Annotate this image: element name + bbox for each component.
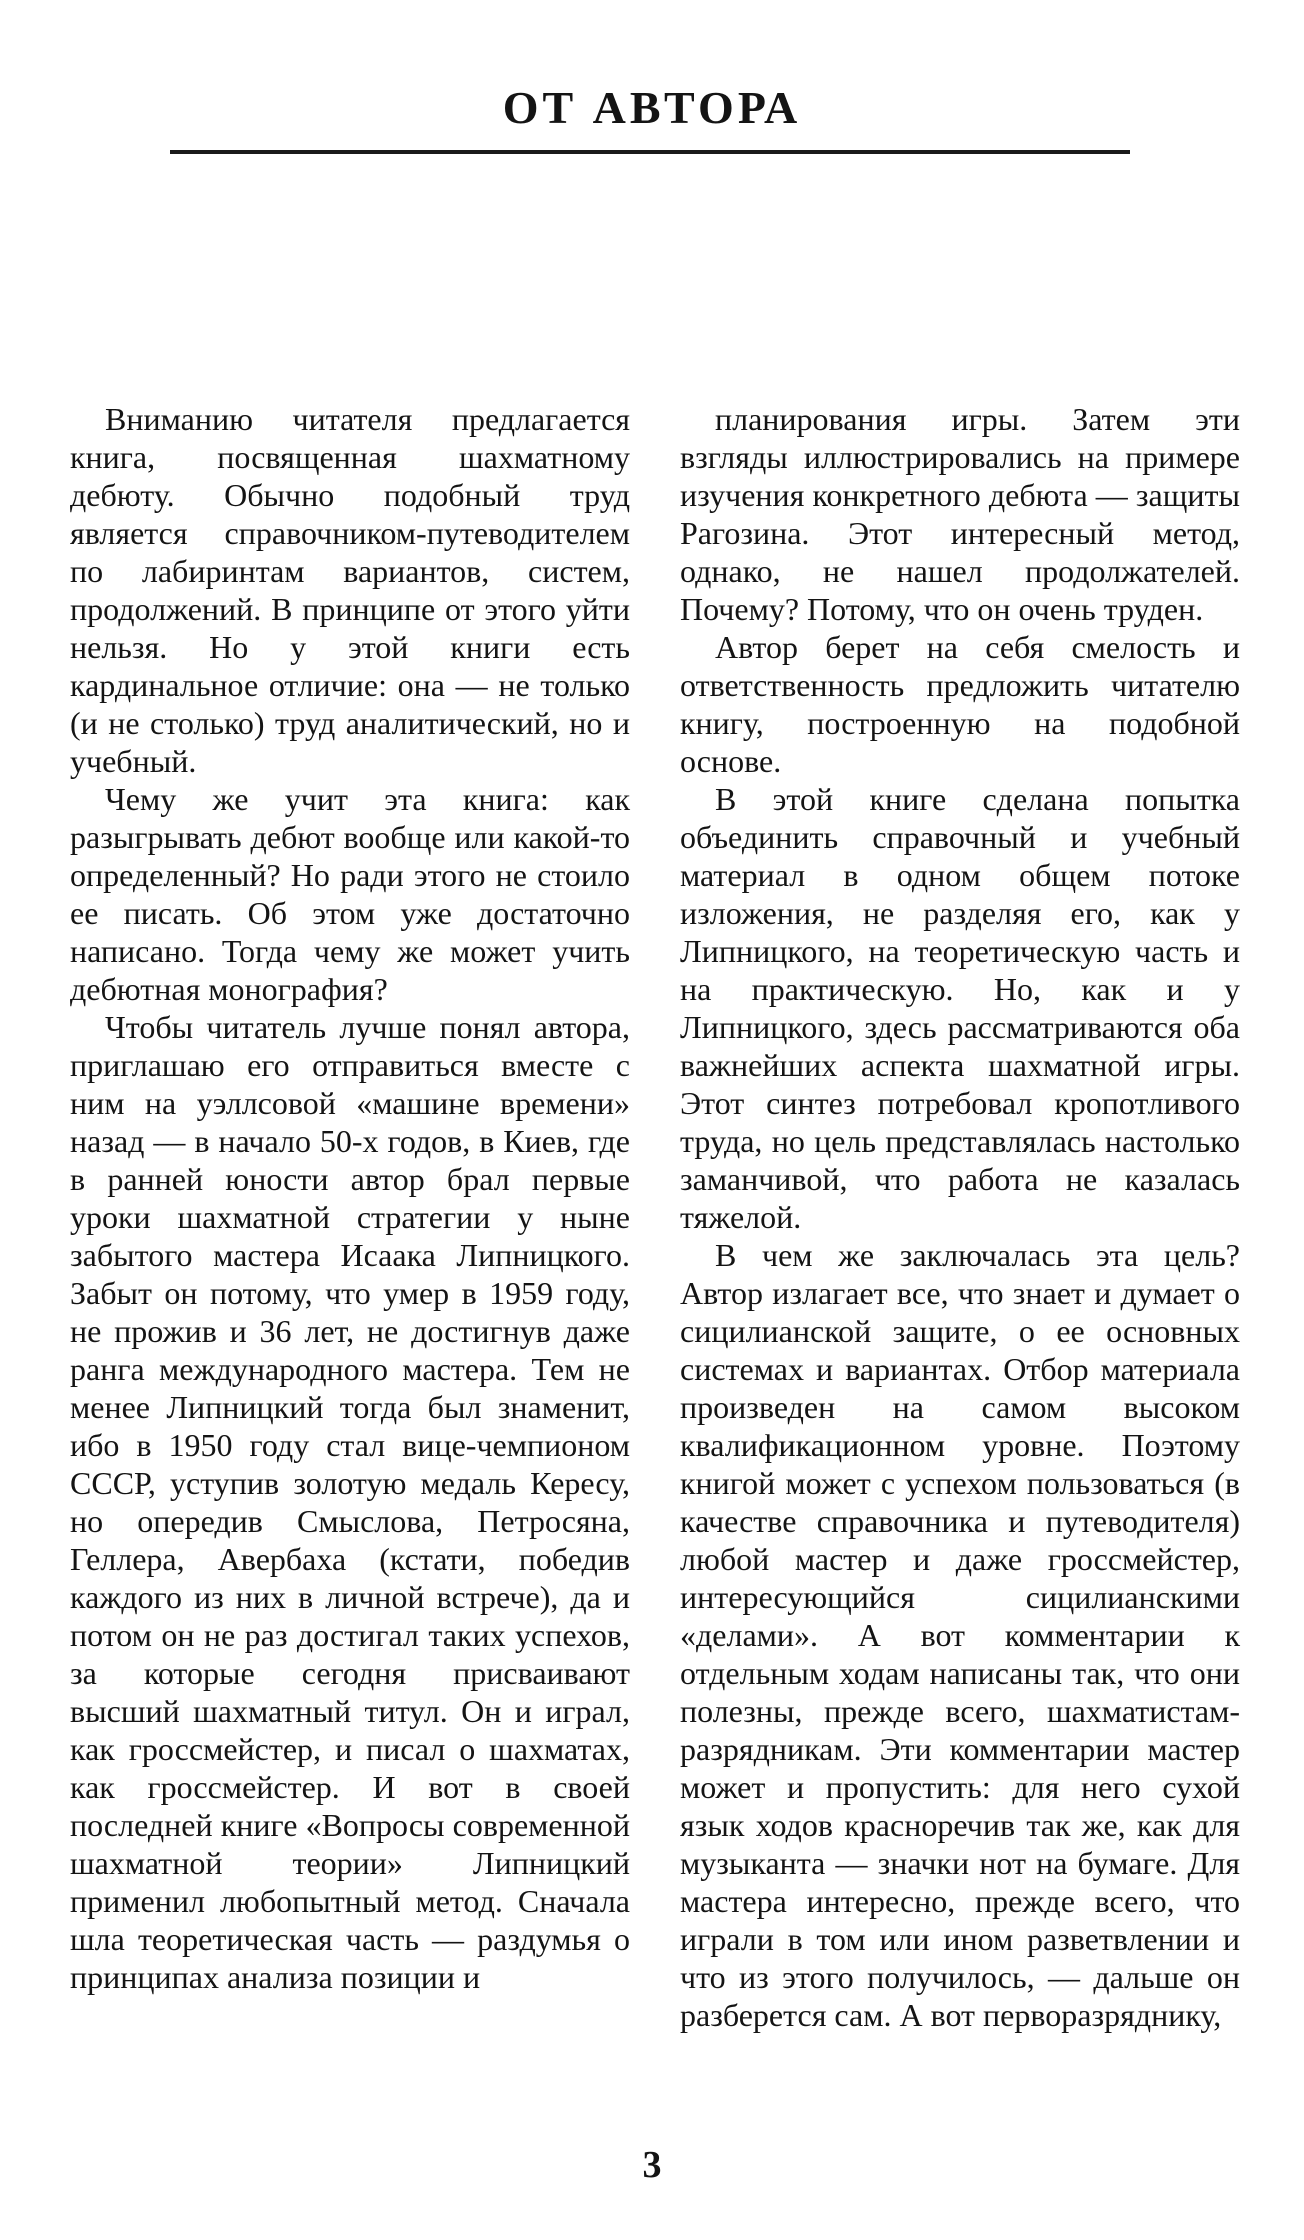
paragraph: Чтобы читатель лучше понял автора, приглашаю его отправиться вместе с ним на уэллсовой «машине времени» назад — в начало 50-х годов, в Киев, где в ранней юности автор брал первые уроки шахматной стратегии у ныне забытого мастера Исаака Липницкого. Забыт он потому, что умер в 1959 году, не прожив и 36 лет, не достигнув даже ранга международного мастера. Тем не менее Липницкий тогда был знаменит, ибо в 1950 году стал вице-чемпионом СССР, уступив золотую медаль Кересу, но опередив Смыслова, Петросяна, Геллера, Авербаха (кстати, победив каждого из них в личной встрече), да и потом он не раз достигал таких успехов, за которые сегодня присваивают высший шахматный титул. Он и играл, как гроссмейстер, и писал о шахматах, как гроссмейстер. И вот в своей последней книге «Вопросы современной шахматной теории» Липницкий применил любопытный метод. Сначала шла теоретическая часть — раздумья о принципах анализа позиции и <box>70 1009 630 1995</box>
right-column <box>680 400 1240 2034</box>
paragraph: В чем же заключалась эта цель? Автор излагает все, что знает и думает о сицилианской защите, о ее основных системах и вариантах. Отбор материала произведен на самом высоком квалификационном уровне. Поэтому книгой может с успехом пользоваться (в качестве справочника и путеводителя) любой мастер и даже гроссмейстер, интересующийся сицилианскими «делами». А вот комментарии к отдельным ходам написаны так, что они полезны, прежде всего, шахматистам-разрядникам. Эти комментарии мастер может и пропустить: для него сухой язык ходов красноречив так же, как для музыканта — значки нот на бумаге. Для мастера интересно, прежде всего, что играли в том или ином разветвлении и что из этого получилось, — дальше он разберется сам. А вот перворазряднику, <box>680 1237 1240 2033</box>
left-column <box>70 400 630 1996</box>
paragraph: планирования игры. Затем эти взгляды иллюстрировались на примере изучения конкретного дебюта — защиты Рагозина. Этот интересный метод, однако, не нашел продолжателей. Почему? Потому, что он очень труден. <box>680 401 1240 627</box>
paragraph: Вниманию читателя предлагается книга, посвященная шахматному дебюту. Обычно подобный труд является справочником-путеводителем по лабиринтам вариантов, систем, продолжений. В принципе от этого уйти нельзя. Но у этой книги есть кардинальное отличие: она — не только (и не столько) труд аналитический, но и учебный. <box>70 401 630 779</box>
page-title: ОТ АВТОРА <box>502 82 802 133</box>
title-rule <box>170 150 1130 154</box>
paragraph: В этой книге сделана попытка объединить справочный и учебный материал в одном общем потоке изложения, не разделяя его, как у Липницкого, на теоретическую часть и на практическую. Но, как и у Липницкого, здесь рассматриваются оба важнейших аспекта шахматной игры. Этот синтез потребовал кропотливого труда, но цель представлялась настолько заманчивой, что работа не казалась тяжелой. <box>680 781 1240 1235</box>
page-number: 3 <box>642 2144 662 2186</box>
paragraph: Чему же учит эта книга: как разыгрывать дебют вообще или какой-то определенный? Но ради этого не стоило ее писать. Об этом уже достаточно написано. Тогда чему же может учить дебютная монография? <box>70 781 630 1007</box>
paragraph: Автор берет на себя смелость и ответственность предложить читателю книгу, построенную на подобной основе. <box>680 629 1240 779</box>
